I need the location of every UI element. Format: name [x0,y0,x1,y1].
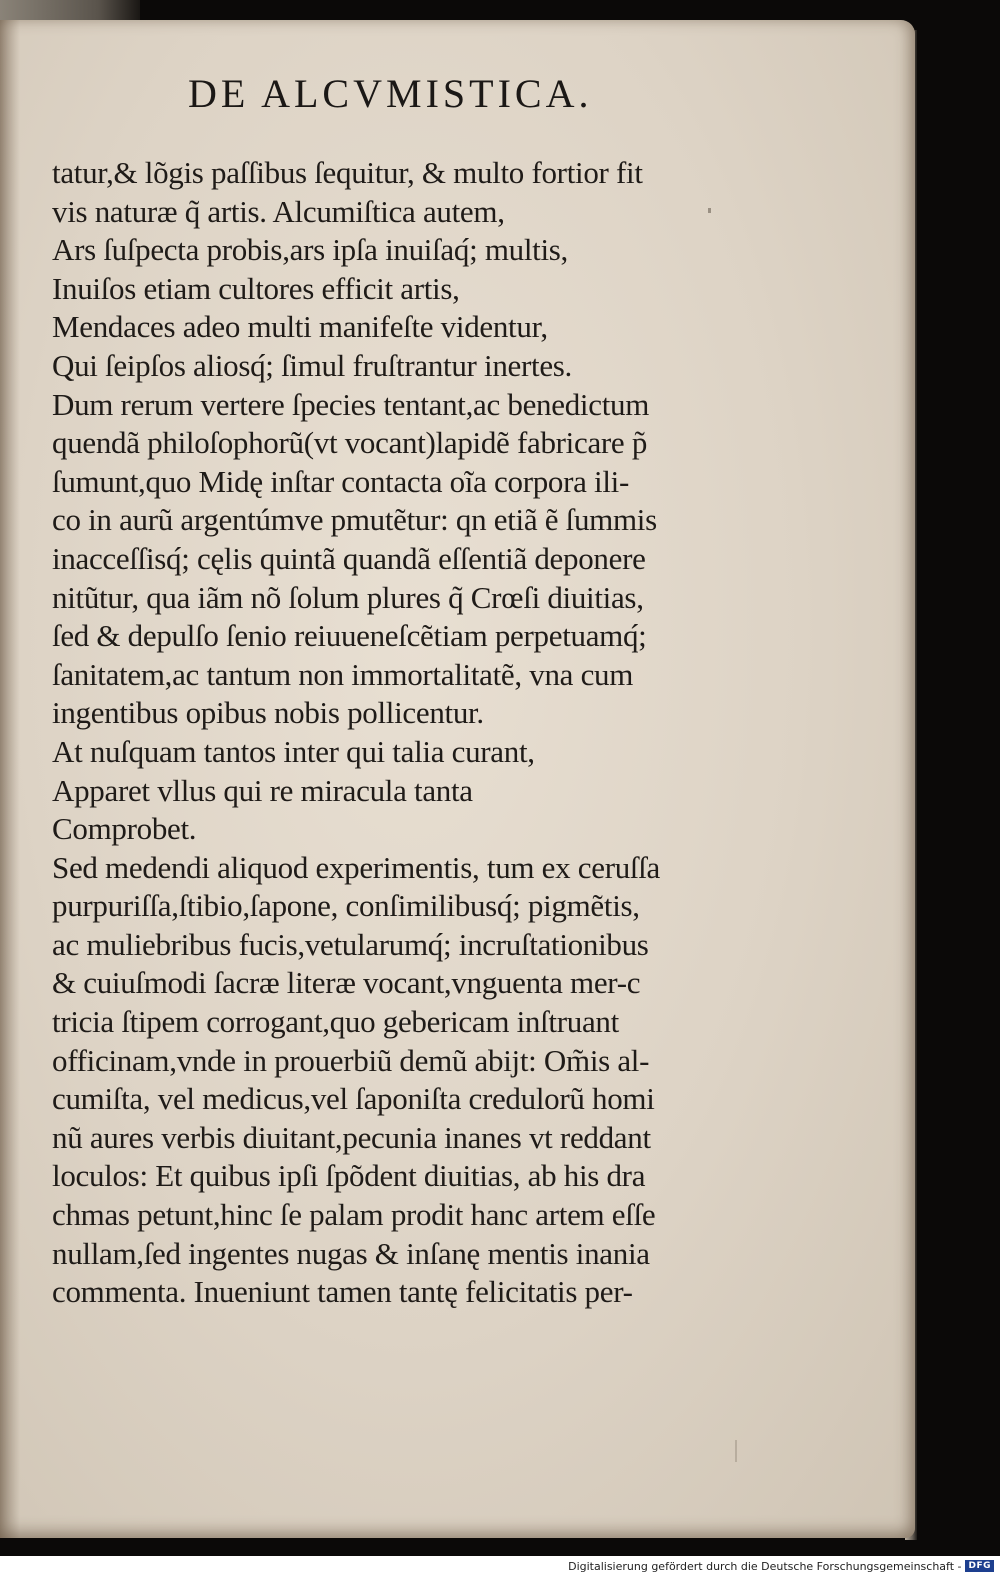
text-line: quendã philoſophorũ(vt vocant)lapidẽ fabricare p̃ [52,425,648,461]
text-line: & cuiuſmodi ſacræ literæ vocant,vnguenta mer-c [52,965,641,1001]
page-body-text [52,154,782,1312]
text-line: Comprobet. [52,811,197,847]
text-line: ac muliebribus fucis,vetularumq́; incruſtationibus [52,926,649,962]
dfg-logo: DFG [965,1560,994,1572]
text-line: tricia ſtipem corrogant,quo gebericam inſtruant [52,1004,619,1040]
text-line: Mendaces adeo multi manifeſte videntur, [52,309,548,345]
book-page [0,20,915,1538]
text-line: vis naturæ q̃ artis. Alcumiſtica autem, [52,193,505,229]
digitization-footer [0,1556,1000,1576]
paper-speck [708,208,711,213]
paper-mark [735,1440,737,1462]
text-line: At nuſquam tantos inter qui talia curant, [52,733,535,769]
text-line: ſanitatem,ac tantum non immortalitatẽ, vna cum [52,656,634,692]
scan-border-top [0,0,140,22]
text-line: ſed & depulſo ſenio reiuueneſcẽtiam perpetuamq́; [52,618,647,654]
text-line: ingentibus opibus nobis pollicentur. [52,695,484,731]
text-line: ſumunt,quo Midę inſtar contacta oĩa corpora ili- [52,463,630,499]
text-line: nũ aures verbis diuitant,pecunia inanes vt reddant [52,1119,651,1155]
text-line: Ars ſuſpecta probis,ars ipſa inuiſaq́; multis, [52,232,568,268]
text-line: Inuiſos etiam cultores efficit artis, [52,270,460,306]
text-line: Qui ſeipſos aliosq́; ſimul fruſtrantur inertes. [52,347,572,383]
text-line: officinam,vnde in prouerbiũ demũ abijt: Om̃is al- [52,1042,650,1078]
footer-credit: Digitalisierung gefördert durch die Deutsche Forschungsgemeinschaft - [568,1559,962,1573]
text-line: Sed medendi aliquod experimentis, tum ex ceruſſa [52,849,661,885]
text-line: purpuriſſa,ſtibio,ſapone, conſimilibusq́; pigmẽtis, [52,888,640,924]
text-line: Dum rerum vertere ſpecies tentant,ac benedictum [52,386,650,422]
text-line: Apparet vllus qui re miracula tanta [52,772,473,808]
text-line: commenta. Inueniunt tamen tantę felicitatis per- [52,1274,633,1310]
running-head: DE ALCVMISTICA. [188,71,593,116]
text-line: inacceſſisq́; cęlis quintã quandã eſſentiã deponere [52,540,646,576]
text-line: tatur,& lõgis paſſibus ſequitur, & multo fortior fit [52,155,643,190]
text-line: nitũtur, qua iãm nõ ſolum plures q̃ Crœſi diuitias, [52,579,644,615]
text-line: co in aurũ argentúmve pmutẽtur: qn etiã ẽ ſummis [52,502,657,538]
text-line: nullam,ſed ingentes nugas & inſanę mentis inania [52,1235,650,1271]
text-line: loculos: Et quibus ipſi ſpõdent diuitias, ab his dra [52,1158,646,1194]
gutter-shadow [0,20,20,1538]
text-line: chmas petunt,hinc ſe palam prodit hanc artem eſſe [52,1197,656,1233]
text-line: cumiſta, vel medicus,vel ſaponiſta credulorũ homi [52,1081,655,1117]
